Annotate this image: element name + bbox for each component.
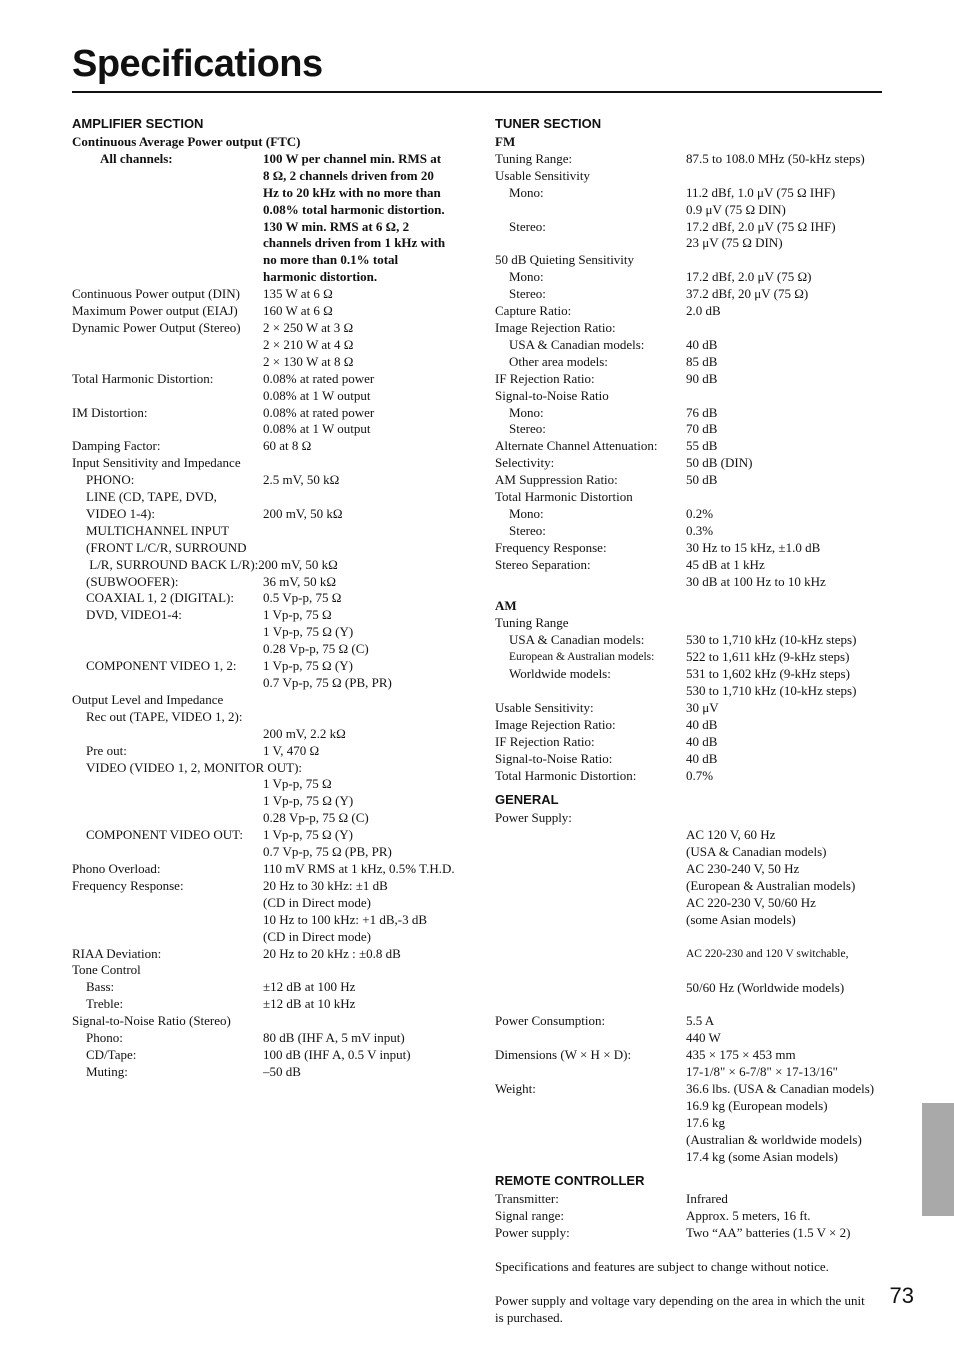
spec-label: Usable Sensitivity: bbox=[495, 699, 594, 715]
multichannel-label-2: (FRONT L/C/R, SURROUND bbox=[86, 539, 247, 555]
spec-label: Maximum Power output (EIAJ) bbox=[72, 303, 238, 319]
spec-label: Muting: bbox=[86, 1063, 128, 1079]
spec-value: 85 dB bbox=[686, 353, 718, 369]
spec-label: Damping Factor: bbox=[72, 438, 161, 454]
spec-value: 11.2 dBf, 1.0 μV (75 Ω IHF) 0.9 μV (75 Ω DIN) bbox=[686, 184, 836, 217]
spec-value: ±12 dB at 10 kHz bbox=[263, 996, 356, 1012]
spec-label: European & Australian models: bbox=[509, 651, 655, 664]
image-rejection-label: Image Rejection Ratio: bbox=[495, 319, 616, 335]
page-number: 73 bbox=[889, 1283, 914, 1308]
spec-value: Two “AA” batteries (1.5 V × 2) bbox=[686, 1225, 851, 1241]
fm-label: FM bbox=[495, 134, 516, 149]
note-power-supply: Power supply and voltage vary depending on the area in which the unit is purchased. bbox=[495, 1293, 865, 1325]
spec-value: 40 dB bbox=[686, 716, 718, 732]
spec-value: 160 W at 6 Ω bbox=[263, 303, 333, 319]
spec-label: Stereo: bbox=[509, 522, 546, 538]
power-supply-switchable: AC 220-230 and 120 V switchable, bbox=[686, 947, 849, 960]
spec-label: Continuous Power output (DIN) bbox=[72, 286, 240, 302]
spec-label: Image Rejection Ratio: bbox=[495, 716, 616, 732]
section-tab bbox=[922, 1103, 954, 1216]
spec-label: Weight: bbox=[495, 1080, 536, 1096]
spec-label: Power Supply: bbox=[495, 810, 572, 826]
spec-value: 50 dB (DIN) bbox=[686, 455, 753, 471]
spec-value: 0.08% at rated power 0.08% at 1 W output bbox=[263, 404, 375, 437]
spec-value: 0.5 Vp-p, 75 Ω bbox=[263, 590, 342, 606]
spec-value: 200 mV, 50 kΩ bbox=[263, 505, 343, 521]
spec-label: IM Distortion: bbox=[72, 404, 148, 420]
spec-label: Stereo: bbox=[509, 286, 546, 302]
spec-value: 0.7% bbox=[686, 767, 714, 783]
amp-rows-1 bbox=[72, 286, 472, 455]
spec-value: 2.0 dB bbox=[686, 303, 721, 319]
power-supply-worldwide: 50/60 Hz (Worldwide models) bbox=[686, 979, 845, 995]
spec-label: AM Suppression Ratio: bbox=[495, 472, 618, 488]
rec-out-value: 200 mV, 2.2 kΩ bbox=[263, 725, 346, 741]
spec-value: 70 dB bbox=[686, 421, 718, 437]
spec-value: 76 dB bbox=[686, 404, 718, 420]
output-level-label: Output Level and Impedance bbox=[72, 691, 224, 707]
spec-value: 530 to 1,710 kHz (10-kHz steps) bbox=[686, 632, 857, 648]
all-channels-row bbox=[72, 151, 472, 286]
spec-label: Phono Overload: bbox=[72, 860, 161, 876]
spec-label: Power supply: bbox=[495, 1225, 570, 1241]
spec-value: 37.2 dBf, 20 μV (75 Ω) bbox=[686, 286, 809, 302]
spec-value: 30 Hz to 15 kHz, ±1.0 dB bbox=[686, 539, 821, 555]
spec-label: Frequency Response: bbox=[72, 877, 184, 893]
spec-label: Alternate Channel Attenuation: bbox=[495, 438, 658, 454]
spec-label: Dynamic Power Output (Stereo) bbox=[72, 319, 241, 335]
video-out-value: 1 Vp-p, 75 Ω 1 Vp-p, 75 Ω (Y) 0.28 Vp-p, 75 Ω (C) bbox=[263, 776, 369, 826]
spec-label: Stereo: bbox=[509, 421, 546, 437]
ftc-label: Continuous Average Power output (FTC) bbox=[72, 134, 301, 149]
spec-value: 135 W at 6 Ω bbox=[263, 286, 333, 302]
spec-label: Mono: bbox=[509, 184, 544, 200]
spec-label: USA & Canadian models: bbox=[509, 336, 645, 352]
tuner-heading: TUNER SECTION bbox=[495, 116, 602, 131]
spec-label: Pre out: bbox=[86, 742, 127, 758]
spec-label: VIDEO 1-4): bbox=[86, 505, 155, 521]
spec-value: 100 dB (IHF A, 0.5 V input) bbox=[263, 1046, 411, 1062]
spec-value: Infrared bbox=[686, 1191, 728, 1207]
spec-value: 40 dB bbox=[686, 336, 718, 352]
usable-sensitivity-label: Usable Sensitivity bbox=[495, 167, 590, 183]
quieting-label: 50 dB Quieting Sensitivity bbox=[495, 252, 635, 268]
spec-value: 2 × 250 W at 3 Ω 2 × 210 W at 4 Ω 2 × 130 W at 8 Ω bbox=[263, 319, 354, 369]
am-tuning-label: Tuning Range bbox=[495, 615, 569, 631]
spec-value: 60 at 8 Ω bbox=[263, 438, 312, 454]
multichannel-label-3: L/R, SURROUND BACK L/R):200 mV, 50 kΩ bbox=[86, 556, 338, 572]
spec-value: 45 dB at 1 kHz 30 dB at 100 Hz to 10 kHz bbox=[686, 556, 826, 589]
input-sensitivity-label: Input Sensitivity and Impedance bbox=[72, 455, 241, 471]
all-channels-label: All channels: bbox=[100, 150, 173, 166]
spec-label: IF Rejection Ratio: bbox=[495, 733, 595, 749]
remote-heading: REMOTE CONTROLLER bbox=[495, 1173, 645, 1189]
line-label: LINE (CD, TAPE, DVD, bbox=[86, 489, 217, 505]
snr-label: Signal-to-Noise Ratio (Stereo) bbox=[72, 1013, 231, 1029]
spec-label: PHONO: bbox=[86, 472, 135, 488]
spec-label: Dimensions (W × H × D): bbox=[495, 1047, 632, 1063]
spec-label: COMPONENT VIDEO 1, 2: bbox=[86, 658, 237, 674]
spec-label: Capture Ratio: bbox=[495, 303, 572, 319]
spec-label: Tuning Range: bbox=[495, 150, 573, 166]
spec-label: Total Harmonic Distortion: bbox=[495, 767, 637, 783]
all-channels-value: 100 W per channel min. RMS at 8 Ω, 2 channels driven from 20 Hz to 20 kHz with no more than 0.08% total harmonic distortion. 130 W min. RMS at 6 Ω, 2 channels driven from 1 kHz with no more than 0.1% total harmonic distortion. bbox=[263, 150, 446, 285]
spec-label: Selectivity: bbox=[495, 455, 555, 471]
spec-label: Mono: bbox=[509, 269, 544, 285]
spec-value: 17.2 dBf, 2.0 μV (75 Ω IHF) 23 μV (75 Ω DIN) bbox=[686, 218, 836, 251]
spec-value: 30 μV bbox=[686, 699, 719, 715]
spec-value: 1 Vp-p, 75 Ω (Y) 0.7 Vp-p, 75 Ω (PB, PR) bbox=[263, 658, 392, 690]
tuner-column bbox=[495, 116, 887, 1327]
spec-value bbox=[686, 810, 887, 1013]
spec-value: ±12 dB at 100 Hz bbox=[263, 979, 356, 995]
title-rule bbox=[72, 91, 882, 93]
spec-value: 87.5 to 108.0 MHz (50-kHz steps) bbox=[686, 150, 865, 166]
spec-label: USA & Canadian models: bbox=[509, 632, 645, 648]
spec-value: 0.3% bbox=[686, 522, 714, 538]
spec-value: 1 V, 470 Ω bbox=[263, 742, 320, 758]
spec-label: Bass: bbox=[86, 979, 115, 995]
note-change-without-notice: Specifications and features are subject to change without notice. bbox=[495, 1259, 829, 1275]
spec-label: DVD, VIDEO1-4: bbox=[86, 607, 182, 623]
amplifier-column bbox=[72, 116, 472, 1081]
spec-label: Mono: bbox=[509, 404, 544, 420]
power-supply-value: AC 120 V, 60 Hz (USA & Canadian models) AC 230-240 V, 50 Hz (European & Australian models) AC 220-230 V, 50/60 Hz (some Asian models) bbox=[686, 827, 856, 927]
spec-label: Treble: bbox=[86, 996, 124, 1012]
rec-out-label: Rec out (TAPE, VIDEO 1, 2): bbox=[86, 708, 243, 724]
spec-value: 110 mV RMS at 1 kHz, 0.5% T.H.D. bbox=[263, 860, 455, 876]
spec-label: IF Rejection Ratio: bbox=[495, 370, 595, 386]
thd-label: Total Harmonic Distortion bbox=[495, 489, 633, 505]
general-heading: GENERAL bbox=[495, 792, 559, 808]
spec-value: 5.5 A 440 W bbox=[686, 1013, 721, 1046]
spec-value: –50 dB bbox=[263, 1063, 301, 1079]
spec-value: 20 Hz to 20 kHz : ±0.8 dB bbox=[263, 945, 401, 961]
spec-label: Other area models: bbox=[509, 353, 608, 369]
spec-value: 20 Hz to 30 kHz: ±1 dB (CD in Direct mode) 10 Hz to 100 kHz: +1 dB,-3 dB (CD in Direct mode) bbox=[263, 877, 428, 944]
spec-value: 1 Vp-p, 75 Ω (Y) 0.7 Vp-p, 75 Ω (PB, PR) bbox=[263, 827, 392, 860]
spec-value: 0.2% bbox=[686, 505, 714, 521]
spec-label: Frequency Response: bbox=[495, 539, 607, 555]
spec-label: (SUBWOOFER): bbox=[86, 573, 179, 589]
spec-label: Total Harmonic Distortion: bbox=[72, 370, 214, 386]
amplifier-heading: AMPLIFIER SECTION bbox=[72, 116, 204, 131]
spec-value: 50 dB bbox=[686, 472, 718, 488]
spec-value: 17.2 dBf, 2.0 μV (75 Ω) bbox=[686, 269, 812, 285]
spec-value: 36 mV, 50 kΩ bbox=[263, 573, 336, 589]
spec-label: COAXIAL 1, 2 (DIGITAL): bbox=[86, 590, 234, 606]
spec-label: Transmitter: bbox=[495, 1191, 559, 1207]
page-title: Specifications bbox=[72, 43, 323, 85]
spec-value: 435 × 175 × 453 mm 17-1/8" × 6-7/8" × 17-13/16" bbox=[686, 1047, 838, 1080]
tone-control-label: Tone Control bbox=[72, 962, 141, 978]
am-label: AM bbox=[495, 598, 517, 614]
spec-value: 531 to 1,602 kHz (9-kHz steps) 530 to 1,710 kHz (10-kHz steps) bbox=[686, 666, 857, 698]
spec-label: Worldwide models: bbox=[509, 666, 611, 682]
spec-value: 90 dB bbox=[686, 370, 718, 386]
spec-value: 40 dB bbox=[686, 733, 718, 749]
spec-label: Stereo Separation: bbox=[495, 556, 591, 572]
spec-value: 1 Vp-p, 75 Ω 1 Vp-p, 75 Ω (Y) 0.28 Vp-p, 75 Ω (C) bbox=[263, 607, 369, 657]
multichannel-label: MULTICHANNEL INPUT bbox=[86, 522, 230, 538]
spec-label: Stereo: bbox=[509, 218, 546, 234]
spec-label: Mono: bbox=[509, 505, 544, 521]
spec-value: 522 to 1,611 kHz (9-kHz steps) bbox=[686, 649, 850, 665]
spec-label: COMPONENT VIDEO OUT: bbox=[86, 827, 244, 843]
video-out-label: VIDEO (VIDEO 1, 2, MONITOR OUT): bbox=[86, 759, 303, 775]
spec-label: Signal range: bbox=[495, 1208, 564, 1224]
spec-value: 55 dB bbox=[686, 438, 718, 454]
spec-value: 36.6 lbs. (USA & Canadian models) 16.9 kg (European models) 17.6 kg (Australian & worldwide models) 17.4 kg (some Asian models) bbox=[686, 1080, 875, 1164]
spec-value: 80 dB (IHF A, 5 mV input) bbox=[263, 1030, 405, 1046]
spec-label: RIAA Deviation: bbox=[72, 945, 162, 961]
spec-value: Approx. 5 meters, 16 ft. bbox=[686, 1208, 811, 1224]
spec-label: Phono: bbox=[86, 1030, 123, 1046]
snr-label: Signal-to-Noise Ratio bbox=[495, 387, 609, 403]
spec-value: 40 dB bbox=[686, 750, 718, 766]
spec-value: 0.08% at rated power 0.08% at 1 W output bbox=[263, 370, 375, 403]
spec-label: Power Consumption: bbox=[495, 1013, 606, 1029]
spec-label: CD/Tape: bbox=[86, 1046, 137, 1062]
spec-label: Signal-to-Noise Ratio: bbox=[495, 750, 613, 766]
spec-value: 2.5 mV, 50 kΩ bbox=[263, 472, 340, 488]
